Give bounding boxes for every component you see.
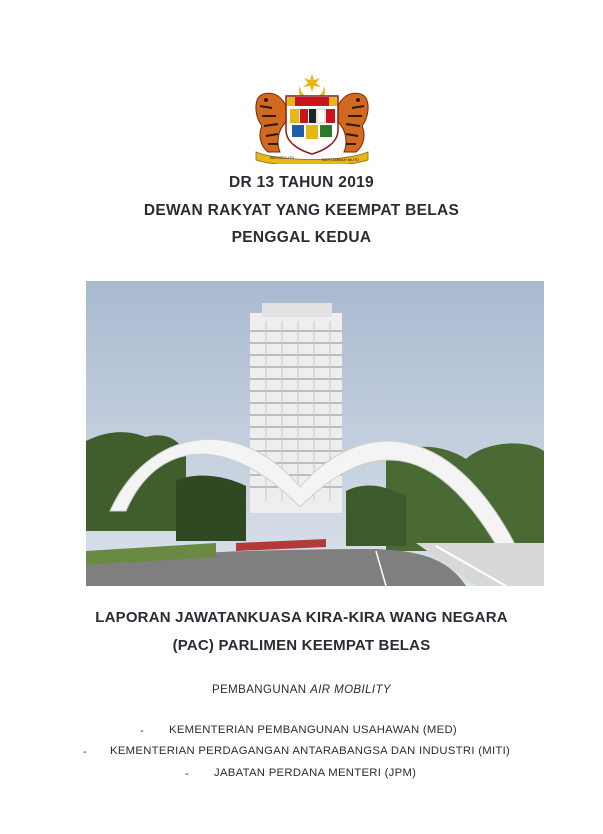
subject-italic: AIR MOBILITY bbox=[310, 684, 391, 696]
svg-text:BERSEKUTU: BERSEKUTU bbox=[270, 155, 295, 160]
list-bullet-dash: - bbox=[185, 768, 189, 780]
assembly-title: DEWAN RAKYAT YANG KEEMPAT BELAS bbox=[143, 202, 460, 219]
svg-text:BERTAMBAH MUTU: BERTAMBAH MUTU bbox=[322, 157, 360, 162]
report-title-line-2: (PAC) PARLIMEN KEEMPAT BELAS bbox=[172, 637, 431, 654]
ministry-jpm: JABATAN PERDANA MENTERI (JPM) bbox=[214, 767, 417, 779]
list-bullet-dash: - bbox=[83, 746, 87, 758]
report-subject bbox=[0, 684, 603, 696]
report-title-line-1: LAPORAN JAWATANKUASA KIRA-KIRA WANG NEGARA bbox=[95, 609, 508, 626]
document-number: DR 13 TAHUN 2019 bbox=[229, 174, 374, 191]
session-title: PENGGAL KEDUA bbox=[231, 229, 372, 246]
malaysia-coat-of-arms-emblem bbox=[250, 72, 374, 164]
ministry-miti: KEMENTERIAN PERDAGANGAN ANTARABANGSA DAN INDUSTRI (MITI) bbox=[110, 745, 511, 757]
list-bullet-dash: - bbox=[140, 725, 144, 737]
ministry-med: KEMENTERIAN PEMBANGUNAN USAHAWAN (MED) bbox=[169, 724, 457, 736]
subject-prefix: PEMBANGUNAN bbox=[212, 684, 307, 696]
parliament-building-photo bbox=[86, 281, 544, 586]
